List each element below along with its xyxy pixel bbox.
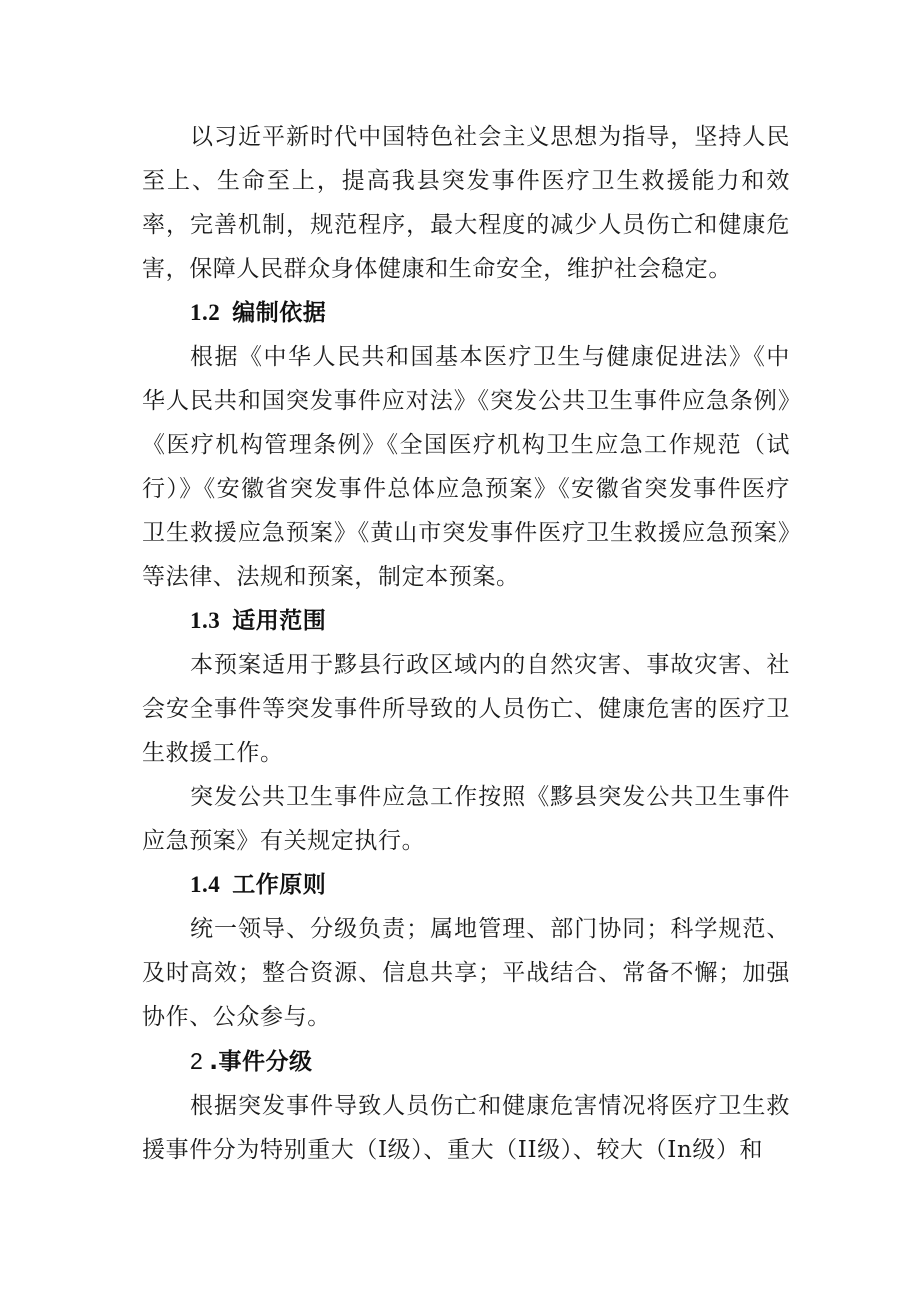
section-title: 适用范围 (232, 608, 327, 634)
section-title: 编制依据 (232, 300, 327, 326)
paragraph-guiding-principle: 以习近平新时代中国特色社会主义思想为指导，坚持人民至上、生命至上，提高我县突发事件医疗卫生救援能力和效率，完善机制，规范程序，最大程度的减少人员伤亡和健康危害，保障人民群众身体健康和生命安全，维护社会稳定。 (142, 124, 790, 282)
section-title: .事件分级 (209, 1049, 313, 1075)
section-number: 1.2 (190, 300, 221, 325)
section-number: 1.4 (190, 872, 221, 897)
paragraph-scope: 本预案适用于黟县行政区域内的自然灾害、事故灾害、社会安全事件等突发事件所导致的人员伤亡、健康危害的医疗卫生救援工作。 (142, 652, 790, 766)
paragraph-work-principles: 统一领导、分级负责；属地管理、部门协同；科学规范、及时高效；整合资源、信息共享；平战结合、常备不懈；加强协作、公众参与。 (142, 916, 790, 1030)
section-number: 2 (190, 1048, 204, 1074)
section-heading-1-3 (142, 599, 790, 643)
section-heading-1-4 (142, 863, 790, 907)
paragraph-compilation-basis: 根据《中华人民共和国基本医疗卫生与健康促进法》《中华人民共和国突发事件应对法》《突发公共卫生事件应急条例》《医疗机构管理条例》《全国医疗机构卫生应急工作规范（试行）》《安徽省突发事件总体应急预案》《安徽省突发事件医疗卫生救援应急预案》《黄山市突发事件医疗卫生救援应急预案》等法律、法规和预案，制定本预案。 (142, 344, 790, 590)
section-number: 1.3 (190, 608, 221, 633)
section-heading-2 (142, 1039, 790, 1084)
section-title: 工作原则 (232, 872, 327, 898)
paragraph-event-grading: 根据突发事件导致人员伤亡和健康危害情况将医疗卫生救援事件分为特别重大（I级）、重大（II级）、较大（In级）和 (142, 1093, 790, 1163)
paragraph-scope-note: 突发公共卫生事件应急工作按照《黟县突发公共卫生事件应急预案》有关规定执行。 (142, 784, 790, 854)
section-heading-1-2 (142, 291, 790, 335)
document-body (142, 115, 790, 1172)
